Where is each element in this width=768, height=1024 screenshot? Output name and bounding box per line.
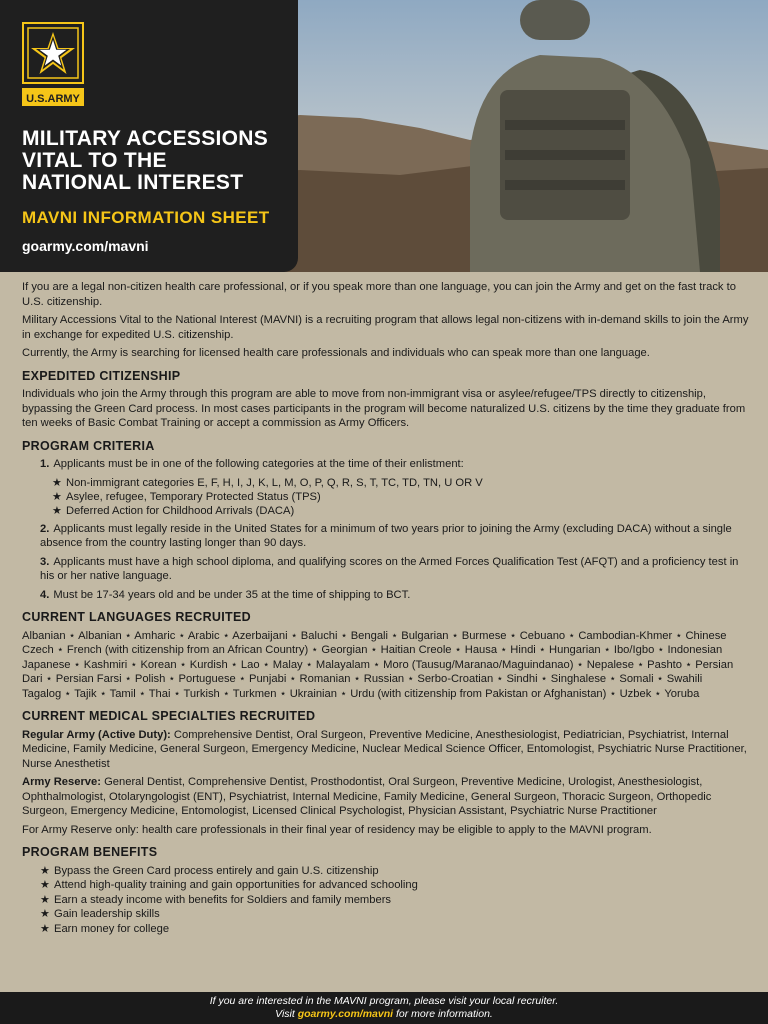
star-icon: ★ (40, 893, 51, 906)
benefit-text: Gain leadership skills (54, 908, 160, 921)
criteria-sub-text: Non-immigrant categories E, F, H, I, J, K, L, M, O, P, Q, R, S, T, TC, TD, TN, U OR V (66, 476, 483, 489)
criteria-item-4 (22, 588, 750, 603)
criteria-item-1 (22, 457, 750, 472)
languages-list (22, 629, 750, 702)
army-reserve-paragraph (22, 775, 750, 819)
intro-paragraph-1: If you are a legal non-citizen health care professional, or if you speak more than one language, you can join the Army and get on the fast track to U.S. citizenship. (22, 281, 736, 308)
reserve-note: For Army Reserve only: health care professionals in their final year of residency may be eligible to apply to the MAVNI program. (22, 823, 652, 836)
regular-army-paragraph (22, 728, 750, 772)
star-icon: ★ (40, 879, 51, 892)
star-icon: ★ (40, 908, 51, 921)
criteria-text: Applicants must have a high school diploma, and qualifying scores on the Armed Forces Qualification Test (AFQT) and a proficiency test in his or her native language. (40, 555, 739, 582)
benefit-text: Earn a steady income with benefits for Soldiers and family members (54, 893, 392, 906)
benefit-item (40, 893, 750, 908)
criteria-sub-item (52, 490, 750, 504)
criteria-sub-text: Deferred Action for Childhood Arrivals (DACA) (66, 504, 295, 517)
criteria-heading: PROGRAM CRITERIA (22, 438, 155, 453)
intro-paragraph-3: Currently, the Army is searching for licensed health care professionals and individuals who can speak more than one language. (22, 347, 650, 359)
regular-army-label: Regular Army (Active Duty): (22, 728, 171, 741)
page-subtitle: MAVNI INFORMATION SHEET (22, 208, 270, 227)
star-icon: ★ (52, 490, 63, 503)
medical-heading: CURRENT MEDICAL SPECIALTIES RECRUITED (22, 709, 316, 723)
page-title (22, 128, 292, 194)
languages-line: Tagalog ⋆ Tajik ⋆ Tamil ⋆ Thai ⋆ Turkish ⋆ Turkmen ⋆ Ukrainian ⋆ Urdu (with citizenship from Pakistan or Afghanistan) ⋆ Uzbek ⋆ Yoruba (22, 687, 700, 700)
languages-line: Czech ⋆ French (with citizenship from an African Country) ⋆ Georgian ⋆ Haitian Creole ⋆ Hausa ⋆ Hindi ⋆ Hungarian ⋆ Ibo/Igbo ⋆ Indonesian (22, 644, 723, 656)
benefit-item (40, 878, 750, 893)
army-reserve-label: Army Reserve: (22, 776, 101, 788)
footer-url-link[interactable]: goarmy.com/mavni (297, 1007, 394, 1020)
criteria-text: Applicants must be in one of the following categories at the time of their enlistment: (53, 458, 464, 470)
star-icon: ★ (52, 504, 63, 517)
criteria-text: Applicants must legally reside in the United States for a minimum of two years prior to joining the Army (excluding DACA) without a single absence from the country lasting longer than 90 days. (40, 522, 732, 549)
benefit-item (40, 864, 750, 879)
benefit-text: Bypass the Green Card process entirely and gain U.S. citizenship (54, 864, 379, 877)
languages-heading: CURRENT LANGUAGES RECRUITED (22, 610, 251, 624)
footer-line-1: If you are interested in the MAVNI program, please visit your local recruiter. (209, 995, 559, 1007)
title-line-1: MILITARY ACCESSIONS (22, 127, 269, 150)
criteria-sub-item (52, 476, 750, 490)
footer-more-text: for more information. (395, 1007, 493, 1020)
main-content (22, 280, 750, 936)
us-army-logo (22, 22, 84, 108)
criteria-sub-item (52, 504, 750, 518)
title-line-3: NATIONAL INTEREST (22, 171, 244, 194)
title-line-2: VITAL TO THE (22, 149, 167, 172)
regular-army-text: Comprehensive Dentist, Oral Surgeon, Preventive Medicine, Anesthesiologist, Pediatrician, Psychiatrist, Internal Medicine, Family Medicine, General Surgeon, Emergency Medicine, Nuclear Medical Science Officer, Entomologist, Psychiatric Nurse Practitioner, Nurse Anesthetist (22, 728, 747, 770)
benefits-heading: PROGRAM BENEFITS (22, 845, 158, 859)
criteria-number: 1. (40, 458, 50, 470)
army-reserve-text: General Dentist, Comprehensive Dentist, Prosthodontist, Oral Surgeon, Preventive Medicine, Urologist, Anesthesiologist, Ophthalmologist, Otolaryngologist (ENT), Psychiatrist, Internal Medicine, Family Medicine, General Surgeon, Thoracic Surgeon, Orthopedic Surgeon, Emergency Medicine, Entomologist, Licensed Clinical Psychologist, Physician Assistant, Psychiatric Nurse Practitioner (22, 776, 712, 817)
benefits-list (40, 864, 750, 937)
criteria-number: 4. (40, 588, 50, 601)
star-icon: ★ (40, 864, 51, 877)
benefit-item (40, 922, 750, 937)
footer (0, 992, 768, 1024)
footer-line-2 (0, 1008, 768, 1021)
criteria-sub-list (52, 476, 750, 518)
benefit-text: Attend high-quality training and gain opportunities for advanced schooling (54, 879, 418, 892)
languages-line: Dari ⋆ Persian Farsi ⋆ Polish ⋆ Portuguese ⋆ Punjabi ⋆ Romanian ⋆ Russian ⋆ Serbo-Croatian ⋆ Sindhi ⋆ Singhalese ⋆ Somali ⋆ Swahili (22, 673, 703, 685)
criteria-item-3 (22, 555, 750, 584)
criteria-item-2 (22, 522, 750, 551)
star-icon: ★ (52, 476, 63, 489)
header-url-link[interactable]: goarmy.com/mavni (22, 238, 149, 254)
star-icon: ★ (40, 922, 51, 935)
expedited-text: Individuals who join the Army through this program are able to move from non-immigrant visa or asylee/refugee/TPS directly to citizenship, bypassing the Green Card process. In most cases participants in the program will become naturalized U.S. citizens by the time they graduate from ten weeks of Basic Combat Training or accept a commission as Army Officers. (22, 388, 746, 429)
criteria-number: 3. (40, 555, 50, 568)
svg-text:U.S.ARMY: U.S.ARMY (26, 93, 80, 105)
criteria-number: 2. (40, 522, 50, 535)
intro-paragraph-2: Military Accessions Vital to the National Interest (MAVNI) is a recruiting program that allows legal non-citizens with in-demand skills to join the Army in exchange for expedited U.S. citizenship. (22, 314, 749, 341)
criteria-sub-text: Asylee, refugee, Temporary Protected Status (TPS) (66, 490, 321, 503)
criteria-text: Must be 17-34 years old and be under 35 at the time of shipping to BCT. (53, 588, 411, 601)
header-panel (0, 0, 298, 272)
languages-line: Japanese ⋆ Kashmiri ⋆ Korean ⋆ Kurdish ⋆ Lao ⋆ Malay ⋆ Malayalam ⋆ Moro (Tausug/Maranao/Maguindanao) ⋆ Nepalese ⋆ Pashto ⋆ Persian (22, 658, 734, 671)
benefit-item (40, 907, 750, 922)
languages-line: Albanian ⋆ Albanian ⋆ Amharic ⋆ Arabic ⋆ Azerbaijani ⋆ Baluchi ⋆ Bengali ⋆ Bulgarian ⋆ Burmese ⋆ Cebuano ⋆ Cambodian-Khmer ⋆ Chinese (22, 629, 727, 642)
expedited-heading: EXPEDITED CITIZENSHIP (22, 368, 181, 383)
benefit-text: Earn money for college (54, 922, 170, 935)
footer-visit-text: Visit (275, 1007, 295, 1020)
